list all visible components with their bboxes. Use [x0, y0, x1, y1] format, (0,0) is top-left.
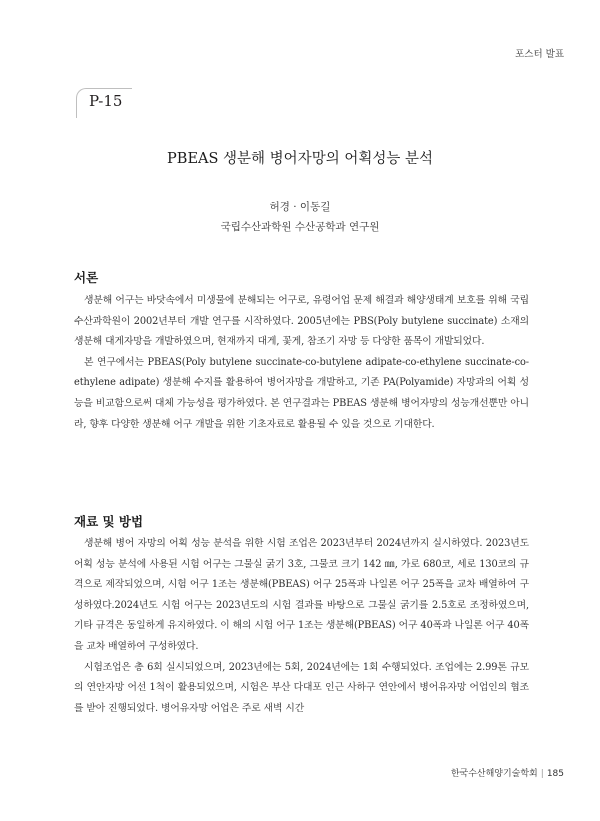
- footer-page-number: 185: [546, 769, 564, 779]
- paragraph: 시험조업은 총 6회 실시되었으며, 2023년에는 5회, 2024년에는 1회 수행되었다. 조업에는 2.99톤 규모의 연안자망 어선 1척이 활용되었으며, 시험은 부산 다대포 인근 사하구 연안에서 병어유자망 어업인의 협조를 받아 진행되었다. 병어유자망 어업은 주로 새벽 시간: [74, 661, 529, 714]
- paragraph: 생분해 병어 자망의 어획 성능 분석을 위한 시험 조업은 2023년부터 2024년까지 실시하였다. 2023년도 어획 성능 분석에 사용된 시험 어구는 그물실 굵기 3호, 그물코 크기 142 ㎜, 가로 680코, 세로 130코의 규격으로 제작되었으며, 시험 어구 1조는 생분해(PBEAS) 어구 25폭과 나일론 어구 25폭을 교차 배열하여 구성하였다.2024년도 시험 어구는 2023년도의 시험 결과를 바탕으로 그물실 굵기를 2.5호로 조정하였으며, 기타 규격은 동일하게 유지하였다. 이 해의 시험 어구 1조는 생분해(PBEAS) 어구 40폭과 나일론 어구 40폭을 교차 배열하여 구성하였다.: [74, 538, 529, 652]
- badge-corner-line: [76, 112, 77, 118]
- section-body-methods: [74, 534, 529, 719]
- section-heading-introduction: 서론: [74, 270, 99, 285]
- footer-society: 한국수산해양기술학회: [450, 769, 538, 779]
- header-section-tag: 포스터 발표: [515, 49, 564, 60]
- paper-number: P-15: [89, 92, 123, 110]
- section-heading-methods: 재료 및 방법: [74, 514, 144, 529]
- section-body-introduction: [74, 291, 529, 435]
- paper-number-badge: [76, 88, 132, 112]
- paper-affiliation: 국립수산과학원 수산공학과 연구원: [220, 221, 380, 233]
- paragraph: 본 연구에서는 PBEAS(Poly butylene succinate-co-butylene adipate-co-ethylene succinate-co-ethylene adipate) 생분해 수지를 활용하여 병어자망을 개발하고, 기존 PA(Polyamide) 자망과의 어획 성능을 비교함으로써 대체 가능성을 평가하였다. 본 연구결과는 PBEAS 생분해 병어자망의 성능개선뿐만 아니라, 향후 다양한 생분해 어구 개발을 위한 기초자료로 활용될 수 있을 것으로 기대한다.: [74, 356, 529, 430]
- paragraph: 생분해 어구는 바닷속에서 미생물에 분해되는 어구로, 유령어업 문제 해결과 해양생태계 보호를 위해 국립수산과학원이 2002년부터 개발 연구를 시작하였다. 2005년에는 PBS(Poly butylene succinate) 소재의 생분해 대게자망을 개발하였으며, 현재까지 대게, 꽃게, 참조기 자망 등 다양한 품목이 개발되었다.: [74, 295, 529, 348]
- page-footer: [451, 766, 564, 779]
- footer-divider: |: [540, 769, 544, 779]
- paper-title: PBEAS 생분해 병어자망의 어획성능 분석: [167, 151, 433, 167]
- paper-authors: 허경 · 이동길: [269, 201, 331, 213]
